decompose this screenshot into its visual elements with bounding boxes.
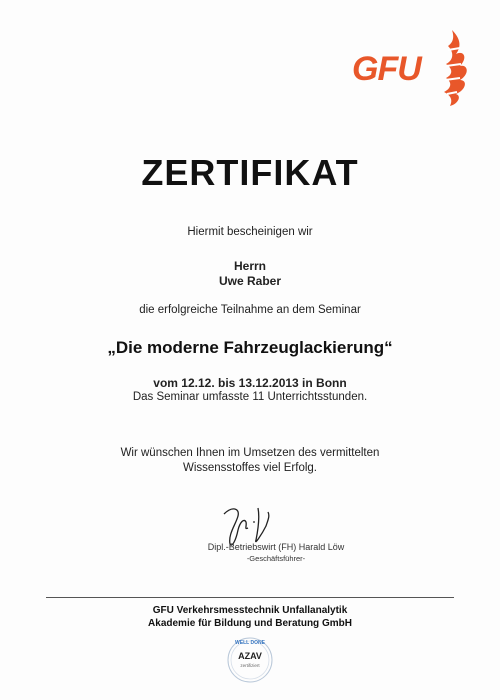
certificate-title: ZERTIFIKAT bbox=[141, 152, 359, 193]
footer-divider bbox=[46, 597, 454, 598]
participation-text: die erfolgreiche Teilnahme an dem Seminar bbox=[139, 304, 361, 316]
flame-stripes-icon bbox=[430, 28, 472, 108]
signatory-role: -Geschäftsführer- bbox=[246, 554, 306, 563]
seal-main-text: AZAV bbox=[238, 651, 262, 661]
seal-top-text: WELL DONE bbox=[235, 640, 265, 646]
seminar-dates: vom 12.12. bis 13.12.2013 in Bonn bbox=[153, 376, 347, 390]
seminar-title: „Die moderne Fahrzeuglackierung“ bbox=[107, 338, 393, 357]
recipient-name: Uwe Raber bbox=[218, 274, 282, 288]
signatory-name: Dipl.-Betriebswirt (FH) Harald Löw bbox=[207, 542, 345, 552]
signatory-name-wrapper bbox=[0, 542, 500, 552]
salutation-text: Herrn bbox=[233, 259, 266, 273]
wish-text-line-2: Wissensstoffes viel Erfolg. bbox=[182, 462, 317, 474]
footer-company-line-1: GFU Verkehrsmesstechnik Unfallanalytik bbox=[152, 605, 348, 616]
intro-text: Hiermit bescheinigen wir bbox=[187, 226, 313, 238]
wish-text-line-1: Wir wünschen Ihnen im Umsetzen des vermittelten bbox=[120, 447, 380, 459]
signatory-role-wrapper bbox=[0, 554, 500, 563]
logo-text: GFU bbox=[352, 50, 421, 88]
seminar-duration: Das Seminar umfasste 11 Unterrichtsstunden. bbox=[132, 391, 368, 403]
gfu-logo bbox=[352, 28, 472, 108]
seal-sub-text: zertifiziert bbox=[240, 663, 260, 668]
footer-company-line-2: Akademie für Bildung und Beratung GmbH bbox=[148, 618, 352, 629]
